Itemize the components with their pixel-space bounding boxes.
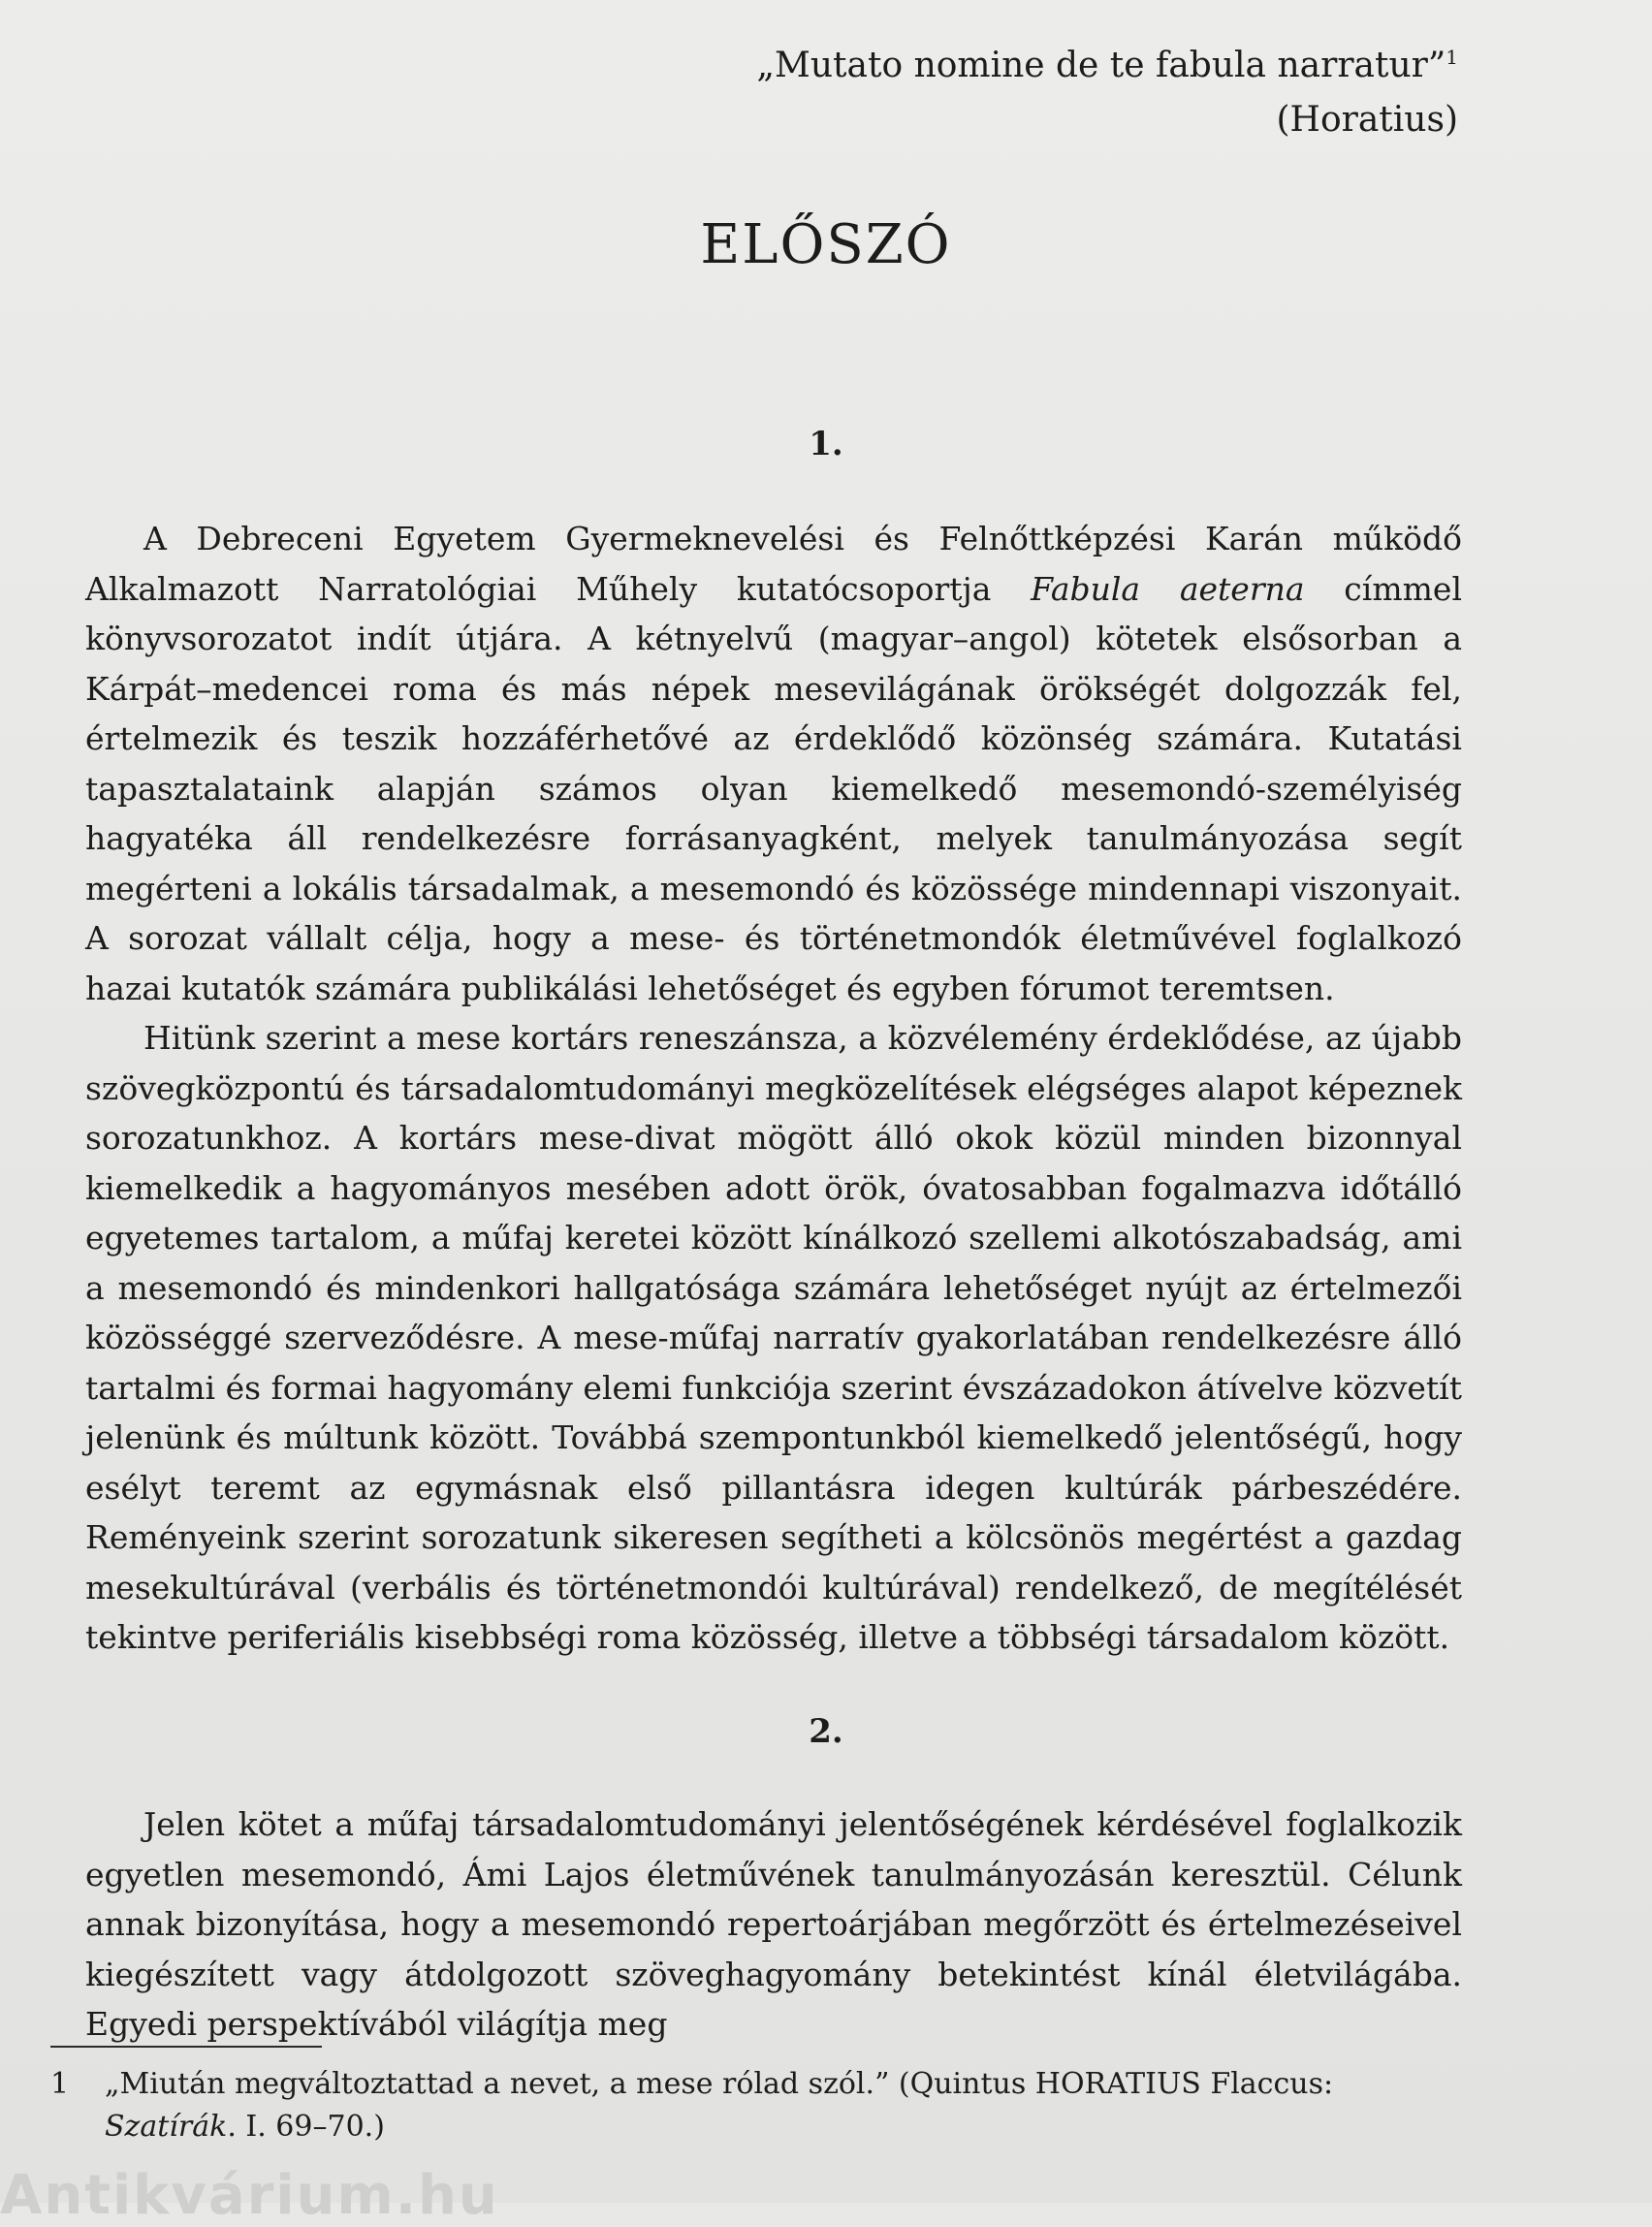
footnote-text-a: „Miután megváltoztattad a nevet, a mese rólad szól.” (Quintus HORATIUS Flaccus: [105, 2067, 1334, 2101]
section-1-number: 1. [809, 425, 843, 463]
watermark: Antikvárium.hu [0, 2164, 499, 2227]
footnote [50, 2063, 1462, 2148]
section-2-paragraph-1: Jelen kötet a műfaj társadalomtudományi jelentőségének kérdésével foglalkozik egyetlen mesemondó, Ámi Lajos életművének tanulmányozásán keresztül. Célunk annak bizonyítása, hogy a mesemondó repertoárjában megőrzött és értelmezéseivel kiegészített vagy átdolgozott szöveghagyomány betekintést kínál életvilágába. Egyedi perspektívából világítja meg [85, 1805, 1462, 2043]
epigraph [586, 39, 1458, 147]
footnote-number: 1 [50, 2067, 70, 2101]
section-1-p1-text-b: címmel könyvsorozatot indít útjára. A kétnyelvű (magyar–angol) kötetek elsősorban a Kárpát–medencei roma és más népek mesevilágának örökségét dolgozzák fel, értelmezik és teszik hozzáférhetővé az érdeklődő közönség számára. Kutatási tapasztalataink alapján számos olyan kiemelkedő mesemondó-személyiség hagyatéka áll rendelkezésre forrásanyagként, melyek tanulmányozása segít megérteni a lokális társadalmak, a mesemondó és közössége mindennapi viszonyait. A sorozat vállalt célja, hogy a mese- és történetmondók életművével foglalkozó hazai kutatók számára publikálási lehetőséget és egyben fórumot teremtsen. [85, 569, 1463, 1007]
section-1-paragraph-1 [85, 514, 1462, 1013]
section-1-body [85, 514, 1462, 1663]
footnote-text-b: . I. 69–70.) [227, 2110, 385, 2144]
page-title: ELŐSZÓ [700, 213, 952, 276]
section-1-paragraph-2: Hitünk szerint a mese kortárs reneszánsza, a közvélemény érdeklődése, az újabb szövegközpontú és társadalomtudományi megközelítések elégséges alapot képeznek sorozatunkhoz. A kortárs mese-divat mögött álló okok közül minden bizonnyal kiemelkedik a hagyományos mesében adott örök, óvatosabban fogalmazva időtálló egyetemes tartalom, a műfaj keretei között kínálkozó szellemi alkotószabadság, ami a mesemondó és mindenkori hallgatósága számára lehetőséget nyújt az értelmezői közösséggé szerveződésre. A mese-műfaj narratív gyakorlatában rendelkezésre álló tartalmi és formai hagyomány elemi funkciója szerint évszázadokon átívelve közvetít jelenünk és múltunk között. Továbbá szempontunkból kiemelkedő jelentőségű, hogy esélyt teremt az egymásnak első pillantásra idegen kultúrák párbeszédére. Reményeink szerint sorozatunk sikeresen segítheti a kölcsönös megértést a gazdag mesekultúrával (verbális és történetmondói kultúrával) rendelkező, de megítélését tekintve periferiális kisebbségi roma közösség, illetve a többségi társadalom között. [85, 1019, 1462, 1656]
footnote-divider [50, 2046, 322, 2048]
section-2-body [85, 1799, 1462, 2050]
epigraph-footnote-ref: 1 [1446, 46, 1458, 69]
footnote-italic-title: Szatírák [105, 2110, 228, 2144]
section-2-number: 2. [809, 1712, 843, 1751]
epigraph-quote-line [586, 39, 1458, 93]
section-1-p1-text-a: A Debreceni Egyetem Gyermeknevelési és Felnőttképzési Karán működő Alkalmazott Narratológiai Műhely kutatócsoportja [85, 520, 1462, 608]
epigraph-quote: „Mutato nomine de te fabula narratur” [756, 46, 1446, 85]
series-title-italic: Fabula aeterna [1031, 569, 1305, 608]
footnote-text [105, 2063, 1462, 2148]
epigraph-author: (Horatius) [1276, 100, 1458, 140]
